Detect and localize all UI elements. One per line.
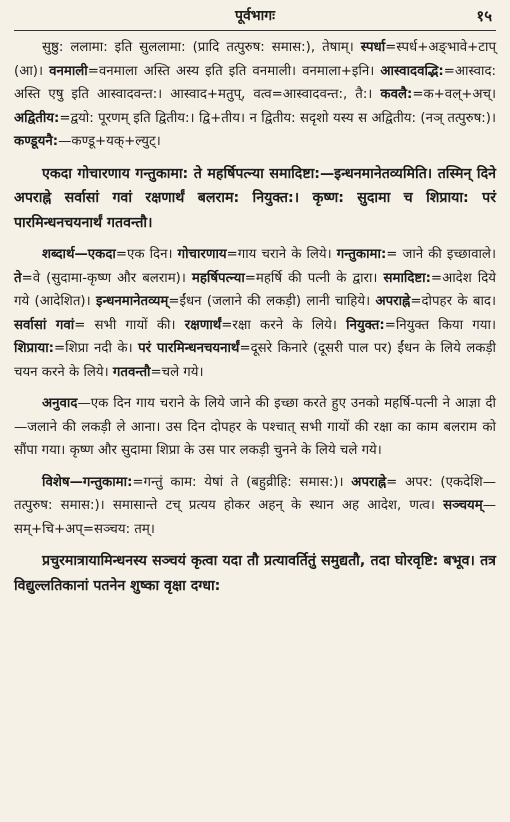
text-run: —एक दिन गाय चराने के लिये जाने की इच्छा करते हुए उनको महर्षि-पत्नी ने आज्ञा दी—जलाने की लकड़ी ले आना। उस दिन दोपहर के पश्चात् सभी गायों की रक्षा का काम बलराम को सौंपा गया। कृष्ण और सुदामा शिप्रा के उस पार लकड़ी चुनने के लिये चले गये। [14,396,496,458]
bold-term: अनुवाद [42,396,78,411]
text-run: =महर्षि की पत्नी के द्वारा। [244,270,384,286]
bold-term: विशेष—गन्तुकामा: [42,474,133,490]
bold-term: शिप्राया: [14,341,54,356]
text-run: =नियुक्त किया गया। [384,317,496,333]
page-header [14,6,496,28]
bold-term: महर्षिपत्न्या [191,270,245,286]
bold-term: शब्दार्थ—एकदा [42,247,116,262]
header-rule [14,30,496,31]
section-title: पूर्वभागः [235,8,275,24]
bold-term: गतवन्तौ [112,364,151,380]
text-run: = जाने की इच्छावाले। [386,247,496,262]
sanskrit-verse-2 [14,549,496,598]
text-run: =एक दिन। [115,247,178,262]
grammar-note-2 [14,471,496,542]
bold-term: सञ्चयम् [443,498,483,513]
bold-term: कण्डूयनै: [14,134,59,149]
bold-term: समादिष्टा: [383,270,431,286]
text-run: =वे (सुदामा-कृष्ण और बलराम)। [21,270,192,286]
text-run: =दूसरे किनारे (दूसरी पाल पर) ईंधन के लिये लकड़ी चयन करने के लिये। [14,341,496,380]
bold-term: स्पर्धा [360,40,386,55]
text-run: =क+वल्+अच्। [412,87,496,102]
bold-term: ते [14,270,22,286]
page-number: १५ [476,7,492,25]
bold-term: कवलै: [380,87,413,102]
text-run: =चले गये। [150,364,204,380]
bold-term: वनमाली [49,63,88,79]
text-run: =गाय चराने के लिये। [226,247,337,262]
text-run: सुष्ठु: ललामा: इति सुललामा: (प्रादि तत्पुरुष: समास:), तेषाम्। [42,40,361,55]
text-run: =रक्षा करने के लिये। [221,317,347,333]
text-run: =द्वयो: पूरणम् इति द्वितीय:। द्वि+तीय। न द्वितीय: सदृशो यस्य स अद्वितीय: (नञ् तत्पुरुष:)। [59,110,496,126]
text-run: = सभी गायों की। [74,317,185,333]
bold-term: गोचारणाय [177,247,227,262]
bold-term: सर्वासां गवां [14,317,75,333]
text-run: =ईंधन (जलाने की लकड़ी) लानी चाहिये। [168,294,376,309]
text-run: =आस्वाद: अस्ति एषु इति आस्वादवन्त:। आस्वाद+मतुप्, वत्‍व=आस्वादवन्त:, तै:। [14,63,497,102]
grammar-note-1 [14,36,496,154]
text-run: =शिप्रा नदी के। [53,341,139,356]
bold-term: आस्वादवद्भि: [380,63,444,79]
sanskrit-verse-1 [14,162,496,236]
word-meanings [14,243,496,384]
text-run: =वनमाला अस्ति अस्य इति इति वनमाली। वनमाला+इनि। [87,63,381,79]
bold-term: गन्तुकामा: [336,247,387,262]
bold-term: अपराह्ने [351,474,387,490]
text-run: = अपर: (एकदेशि—तत्पुरुष: समास:)। समासान्ते टच् प्रत्यय होकर अहन् के स्थान अह आदेश, णत्व। [14,474,496,513]
text-run: =स्पर्ध+अङ्भावे+टाप् (आ)। [14,40,496,79]
text-run: =गन्तुं काम: येषां ते (बहुव्रीहि: समास:)। [132,474,352,490]
hindi-translation [14,392,496,463]
bold-term: परं पारमिन्धनचयनार्थं [138,341,240,356]
text-run: —सम्+चि+अप्=सञ्चय: तम्। [14,498,496,537]
bold-term: एकदा गोचारणाय गन्तुकामा: ते महर्षिपत्न्या समादिष्टा:—इन्धनमानेतव्यमिति। तस्मिन् दिने अपराह्ने सर्वासां गवां रक्षणार्थं बलराम: नियुक्त:। कृष्ण: सुदामा च शिप्राया: परं पारमिन्धनचयनार्थं गतवन्तौ। [14,165,496,231]
text-run: =दोपहर के बाद। [410,294,496,309]
text-run: —कण्डू+यक्+ल्युट्। [58,134,161,149]
bold-term: रक्षणार्थं [184,317,222,333]
bold-term: अद्वितीय: [14,110,60,126]
bold-term: नियुक्त: [346,317,385,333]
text-run: =आदेश दिये गये (आदेशित)। [14,270,496,309]
bold-term: इन्धनमानेतव्यम् [95,294,169,309]
bold-term: अपराह्ने [375,294,411,309]
bold-term: प्रचुरमात्रायामिन्धनस्य सञ्चयं कृत्वा यदा तौ प्रत्यावर्तितुं समुद्यतौ, तदा घोरवृष्टि: बभूव। तत्र विद्युल्लतिकानां पतनेन शुष्का वृक्षा दग्धा: [14,553,496,594]
